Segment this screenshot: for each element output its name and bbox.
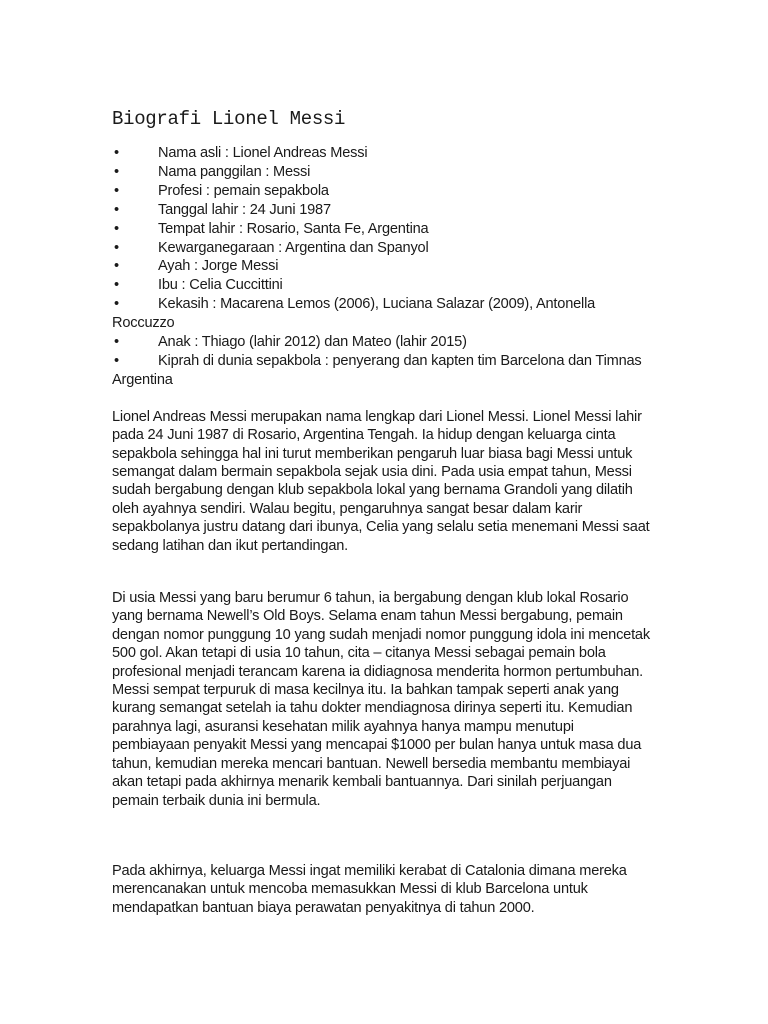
bullet-icon: • [114, 334, 119, 351]
paragraph-childhood: Di usia Messi yang baru berumur 6 tahun, ia bergabung dengan klub lokal Rosario yang bernama Newell’s Old Boys. Selama enam tahun Messi bergabung, pemain dengan nomor punggung 10 yang sudah menjadi nomor punggung idola ini mencetak 500 gol. Akan tetapi di usia 10 tahun, cita – citanya Messi sebagai pemain bola profesional menjadi terancam karena ia didiagnosa menderita hormon pertumbuhan. Messi sempat terpuruk di masa kecilnya itu. Ia bahkan tampak seperti anak yang kurang semangat setelah ia tahu dokter mendiagnosa dirinya seperti itu. Kemudian parahnya lagi, asuransi kesehatan milik ayahnya hanya mampu menutupi pembiayaan penyakit Messi yang mencapai $1000 per bulan hanya untuk masa dua tahun, kemudian mereka mencari bantuan. Newell bersedia membantu membiayai akan tetapi pada akhirnya menarik kembali bantuannya. Dari sinilah perjuangan pemain terbaik dunia ini bermula. [112, 590, 650, 809]
fact-text: Ibu : Celia Cuccittini [158, 277, 283, 294]
bullet-icon: • [114, 258, 119, 275]
bullet-icon: • [114, 182, 119, 199]
fact-text: Kekasih : Macarena Lemos (2006), Luciana Salazar (2009), Antonella Roccuzzo [112, 296, 596, 332]
list-item [112, 352, 652, 390]
list-item [112, 182, 652, 201]
list-item [112, 333, 652, 352]
list-item [112, 201, 652, 220]
bullet-icon: • [114, 352, 119, 369]
bullet-icon: • [114, 296, 119, 313]
list-item [112, 239, 652, 258]
bullet-icon: • [114, 201, 119, 218]
fact-text: Kiprah di dunia sepakbola : penyerang dan kapten tim Barcelona dan Timnas Argentina [112, 352, 642, 388]
biography-facts-list [112, 144, 652, 390]
list-item [112, 144, 652, 163]
fact-text: Tempat lahir : Rosario, Santa Fe, Argentina [158, 220, 429, 237]
fact-text: Ayah : Jorge Messi [158, 258, 279, 275]
bullet-icon: • [114, 145, 119, 161]
bullet-icon: • [114, 239, 119, 256]
bullet-icon: • [114, 220, 119, 237]
bullet-icon: • [114, 277, 119, 294]
document-title: Biografi Lionel Messi [112, 108, 346, 130]
paragraph-barcelona: Pada akhirnya, keluarga Messi ingat memiliki kerabat di Catalonia dimana mereka merencanakan untuk mencoba memasukkan Messi di klub Barcelona untuk mendapatkan bantuan biaya perawatan penyakitnya di tahun 2000. [112, 862, 627, 916]
list-item [112, 220, 652, 239]
paragraph-early-life: Lionel Andreas Messi merupakan nama lengkap dari Lionel Messi. Lionel Messi lahir pada 24 Juni 1987 di Rosario, Argentina Tengah. Ia hidup dengan keluarga cinta sepakbola sehingga hal ini turut memberikan pengaruh luar biasa bagi Messi untuk semangat dalam bermain sepakbola sejak usia dini. Pada usia empat tahun, Messi sudah bergabung dengan klub sepakbola lokal yang bernama Grandoli yang dilatih oleh ayahnya sendiri. Walau begitu, pengaruhnya sangat besar dalam karir sepakbolanya justru datang dari ibunya, Celia yang selalu setia menemani Messi saat sedang latihan dan ikut pertandingan. [112, 408, 650, 554]
fact-text: Tanggal lahir : 24 Juni 1987 [158, 201, 331, 218]
fact-text: Nama asli : Lionel Andreas Messi [158, 145, 368, 161]
document-page [112, 106, 652, 917]
list-item [112, 295, 652, 333]
list-item [112, 257, 652, 276]
fact-text: Anak : Thiago (lahir 2012) dan Mateo (lahir 2015) [158, 334, 467, 351]
fact-text: Kewarganegaraan : Argentina dan Spanyol [158, 239, 429, 256]
list-item [112, 163, 652, 182]
fact-text: Nama panggilan : Messi [158, 163, 311, 180]
bullet-icon: • [114, 163, 119, 180]
fact-text: Profesi : pemain sepakbola [158, 182, 329, 199]
list-item [112, 276, 652, 295]
